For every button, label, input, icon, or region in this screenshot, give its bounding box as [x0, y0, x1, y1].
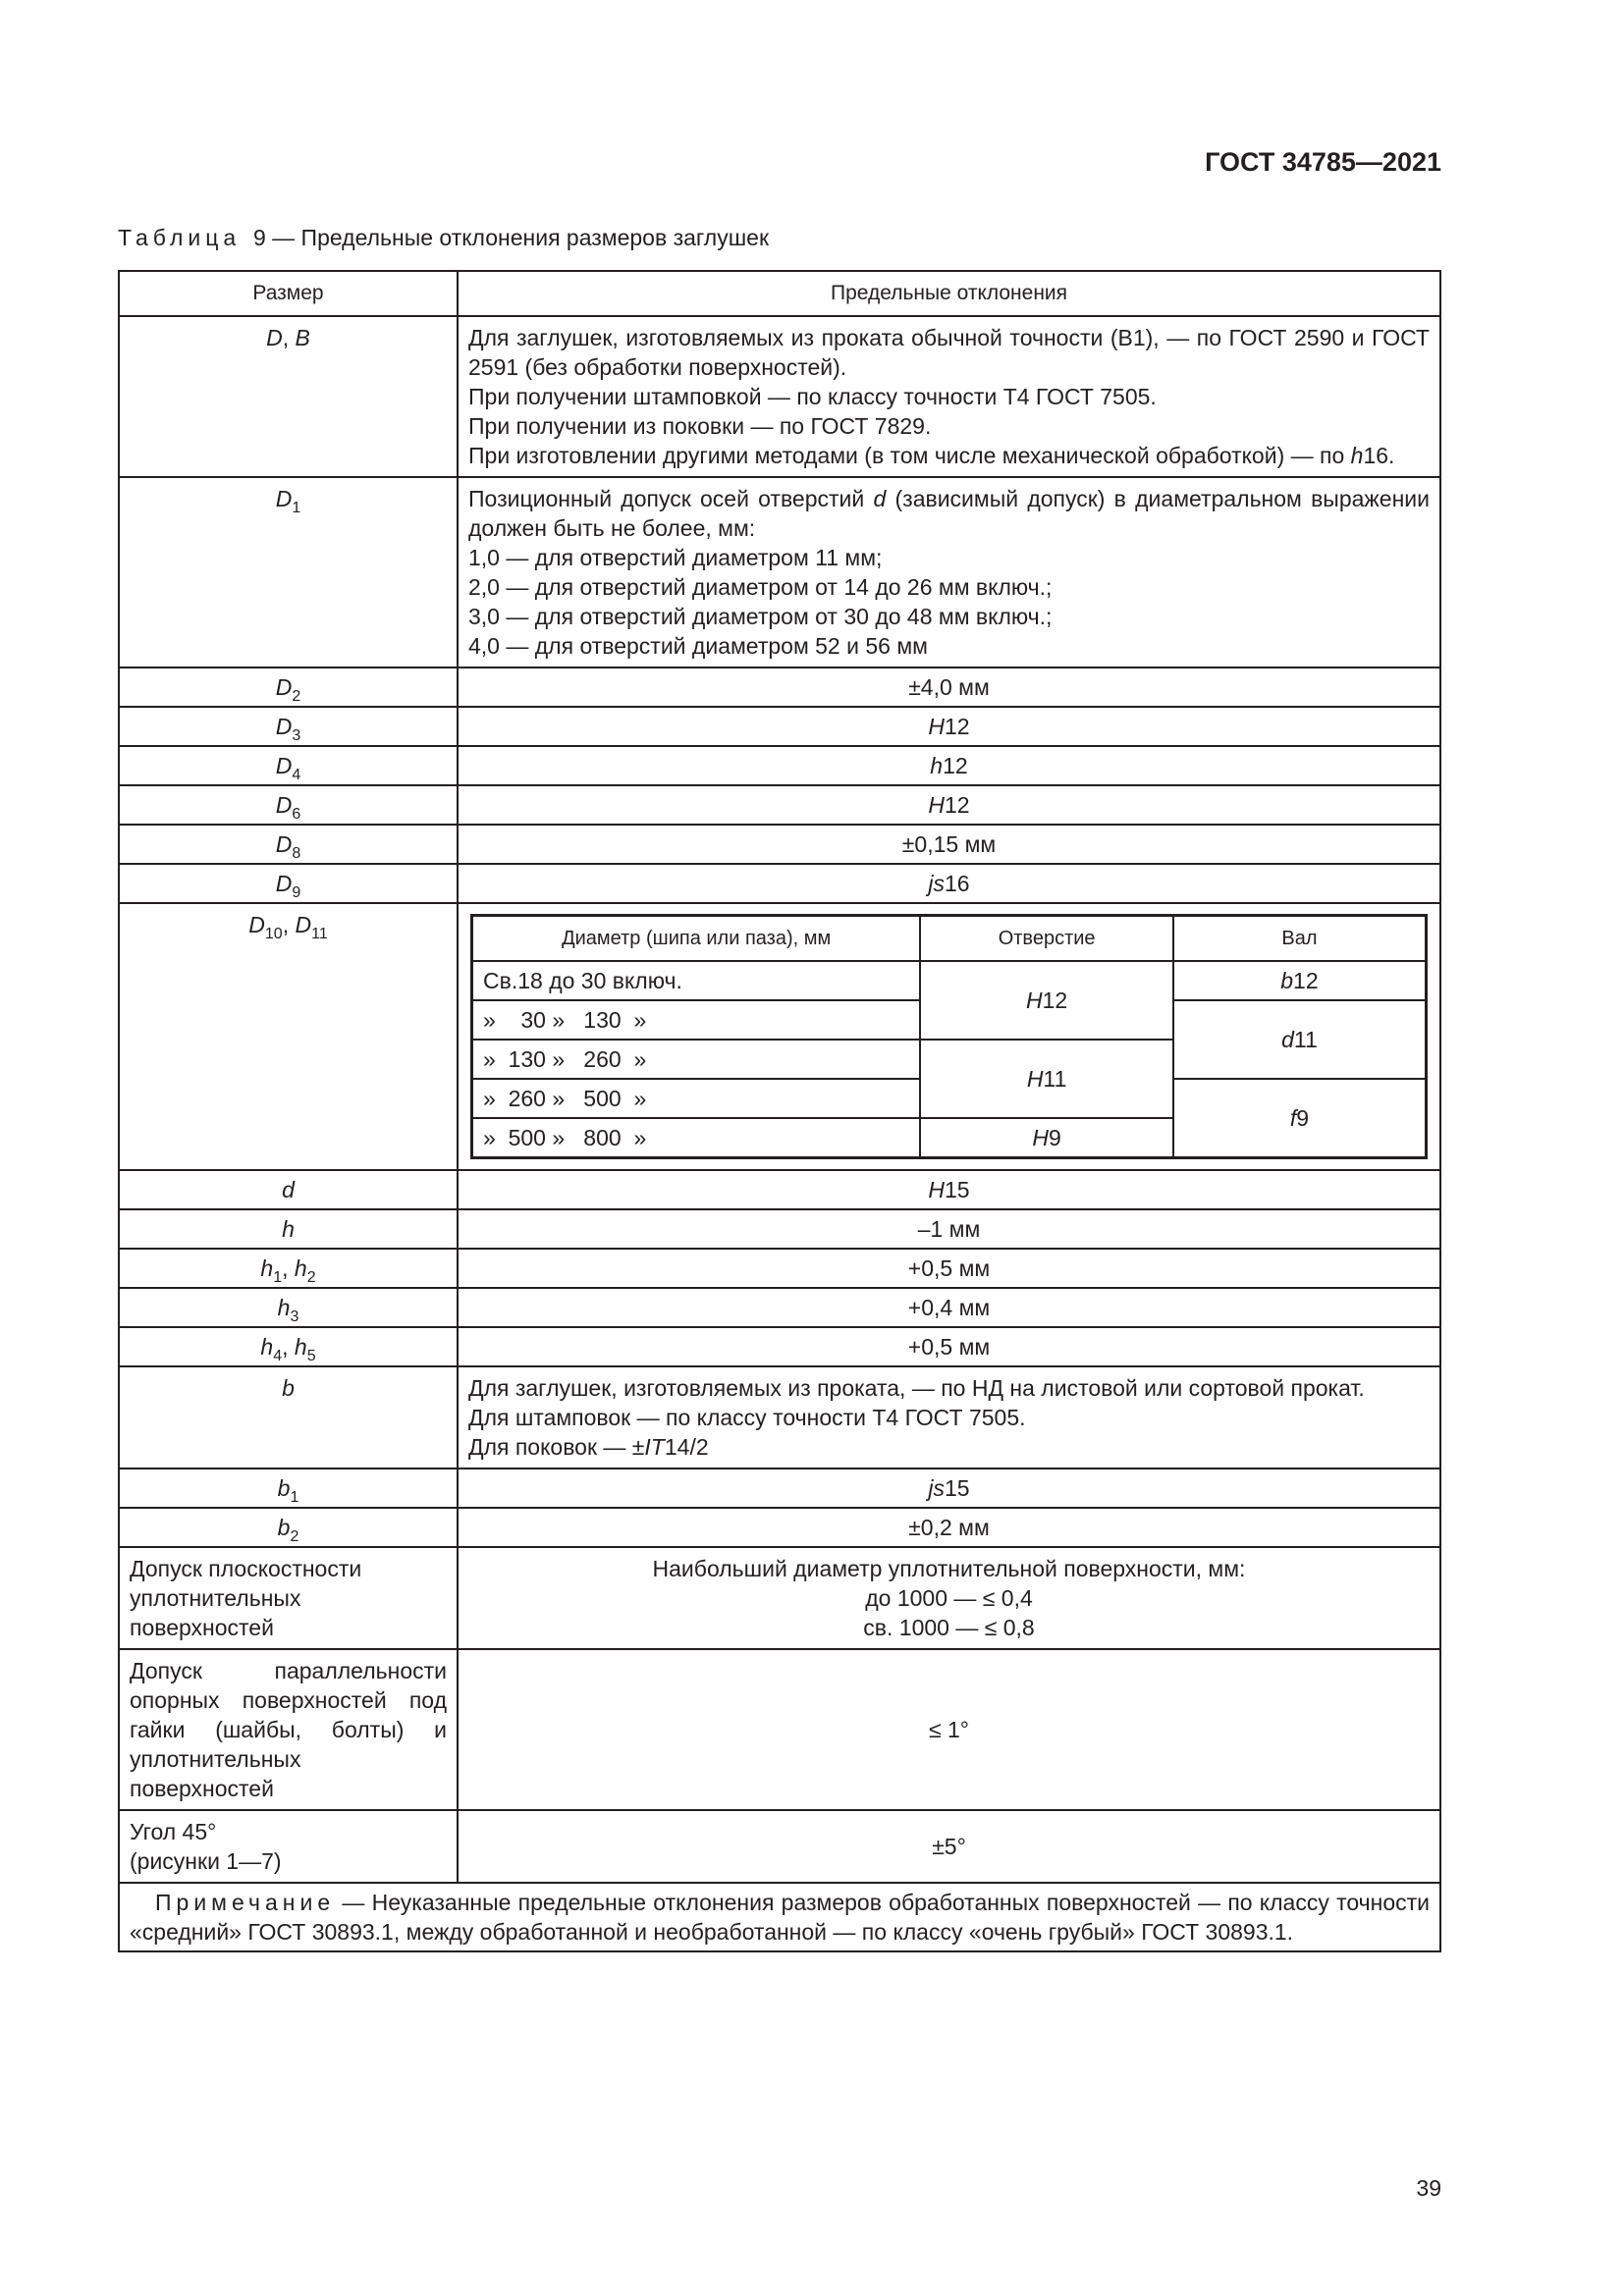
column-header-deviations: Предельные отклонения	[458, 271, 1440, 316]
deviation-cell	[458, 316, 1440, 477]
table-row	[119, 477, 1440, 667]
deviation-cell: js16	[458, 864, 1440, 903]
deviation-cell: +0,5 мм	[458, 1327, 1440, 1366]
deviation-cell	[458, 1366, 1440, 1468]
fit-diameter-range: » 260 » 500 »	[472, 1079, 921, 1118]
deviation-line: 1,0 — для отверстий диаметром 11 мм;	[468, 545, 883, 570]
deviation-line: Наибольший диаметр уплотнительной поверхности, мм:	[652, 1556, 1246, 1581]
size-cell: $D_9$	[119, 864, 458, 903]
table-row	[119, 864, 1440, 903]
deviation-line: до 1000 — ≤ 0,4	[865, 1585, 1033, 1611]
table-row	[119, 1810, 1440, 1883]
deviation-cell: ≤ 1°	[458, 1649, 1440, 1810]
table-row	[119, 1288, 1440, 1327]
table-note-row	[119, 1883, 1440, 1951]
page-number: 39	[1416, 2175, 1441, 2201]
deviation-line: Для поковок — ±IT14/2	[468, 1434, 709, 1460]
deviation-cell: H12	[458, 785, 1440, 825]
deviation-line: Для заглушек, изготовляемых из проката обычной точности (В1), — по ГОСТ 2590 и ГОСТ 2591 (без обработки поверхностей).	[468, 325, 1430, 380]
size-cell: D, B	[119, 316, 458, 477]
size-cell: Допуск параллельности опорных поверхностей под гайки (шайбы, болты) и уплотнительных поверхностей	[119, 1649, 458, 1810]
table-row	[119, 1508, 1440, 1547]
fit-shaft-tolerance: d11	[1173, 1000, 1427, 1079]
table-row	[119, 667, 1440, 707]
fit-table	[470, 914, 1428, 1159]
fit-header-hole: Отверстие	[920, 916, 1173, 962]
deviation-cell: H12	[458, 707, 1440, 746]
table-row	[119, 1649, 1440, 1810]
table-row	[119, 1547, 1440, 1649]
deviation-line: 2,0 — для отверстий диаметром от 14 до 26 мм включ.;	[468, 574, 1053, 600]
table-row	[119, 785, 1440, 825]
table-caption-label: Таблица	[118, 225, 242, 250]
deviation-cell: h12	[458, 746, 1440, 785]
size-cell: Допуск плоскостности уплотнительных поверхностей	[119, 1547, 458, 1649]
deviation-line: При изготовлении другими методами (в том числе механической обработкой) — по h16.	[468, 443, 1395, 468]
deviation-cell	[458, 477, 1440, 667]
deviations-table	[118, 270, 1441, 1952]
deviation-line: св. 1000 — ≤ 0,8	[863, 1615, 1035, 1640]
size-cell: $D_1$	[119, 477, 458, 667]
fit-hole-tolerance: H9	[920, 1118, 1173, 1158]
angle-label: Угол 45°	[130, 1819, 217, 1844]
size-cell: $D_{10}$, $D_{11}$	[119, 903, 458, 1170]
size-cell: $D_3$	[119, 707, 458, 746]
size-cell: $D_4$	[119, 746, 458, 785]
size-cell: $D_8$	[119, 825, 458, 864]
deviation-line: Позиционный допуск осей отверстий d (зависимый допуск) в диаметральном выражении должен быть не более, мм:	[468, 486, 1430, 541]
deviation-cell: ±5°	[458, 1810, 1440, 1883]
deviation-cell	[458, 903, 1440, 1170]
deviation-cell: H15	[458, 1170, 1440, 1209]
fit-diameter-range: » 500 » 800 »	[472, 1118, 921, 1158]
table-row	[119, 825, 1440, 864]
deviation-cell: ±4,0 мм	[458, 667, 1440, 707]
deviation-line: При получении из поковки — по ГОСТ 7829.	[468, 413, 932, 439]
fit-hole-tolerance: H12	[920, 961, 1173, 1040]
column-header-size: Размер	[119, 271, 458, 316]
deviation-cell: –1 мм	[458, 1209, 1440, 1249]
deviation-line: Для заглушек, изготовляемых из проката, — по НД на листовой или сортовой прокат.	[468, 1375, 1365, 1401]
table-row	[119, 1468, 1440, 1508]
deviation-cell: js15	[458, 1468, 1440, 1508]
deviation-line: Для штамповок — по классу точности Т4 ГОСТ 7505.	[468, 1405, 1026, 1430]
note-text: — Неуказанные предельные отклонения размеров обработанных поверхностей — по классу точности «средний» ГОСТ 30893.1, между обработанной и необработанной — по классу «очень грубый» ГОСТ 30893.1.	[130, 1890, 1430, 1945]
table-row	[119, 1209, 1440, 1249]
deviation-line: При получении штамповкой — по классу точности Т4 ГОСТ 7505.	[468, 384, 1157, 409]
deviation-line: 3,0 — для отверстий диаметром от 30 до 48 мм включ.;	[468, 604, 1053, 629]
size-cell: $b_1$	[119, 1468, 458, 1508]
deviation-cell	[458, 1547, 1440, 1649]
angle-figure-ref: (рисунки 1—7)	[130, 1848, 282, 1874]
fit-header-diameter: Диаметр (шипа или паза), мм	[472, 916, 921, 962]
table-row	[119, 1327, 1440, 1366]
fit-header-shaft: Вал	[1173, 916, 1427, 962]
deviation-cell: +0,4 мм	[458, 1288, 1440, 1327]
size-cell: $D_2$	[119, 667, 458, 707]
size-cell: $h_4$, $h_5$	[119, 1327, 458, 1366]
size-cell: $h_1$, $h_2$	[119, 1249, 458, 1288]
fit-shaft-tolerance: f9	[1173, 1079, 1427, 1158]
deviation-cell: ±0,2 мм	[458, 1508, 1440, 1547]
size-cell	[119, 1810, 458, 1883]
size-cell: d	[119, 1170, 458, 1209]
table-row	[119, 903, 1440, 1170]
table-caption	[118, 225, 769, 251]
size-cell: b	[119, 1366, 458, 1468]
fit-hole-tolerance: H11	[920, 1040, 1173, 1118]
deviation-cell: +0,5 мм	[458, 1249, 1440, 1288]
size-cell: $h_3$	[119, 1288, 458, 1327]
table-row	[119, 746, 1440, 785]
deviation-line: 4,0 — для отверстий диаметром 52 и 56 мм	[468, 633, 928, 659]
size-cell: $b_2$	[119, 1508, 458, 1547]
size-cell: $D_6$	[119, 785, 458, 825]
deviation-cell: ±0,15 мм	[458, 825, 1440, 864]
document-code: ГОСТ 34785—2021	[1205, 147, 1441, 177]
fit-diameter-range: » 130 » 260 »	[472, 1040, 921, 1079]
table-row	[119, 707, 1440, 746]
table-row	[119, 1170, 1440, 1209]
size-cell: h	[119, 1209, 458, 1249]
table-row	[119, 1366, 1440, 1468]
fit-diameter-range: » 30 » 130 »	[472, 1000, 921, 1040]
table-caption-text: 9 — Предельные отклонения размеров заглушек	[252, 225, 770, 250]
note-label: Примечание	[155, 1890, 336, 1915]
fit-diameter-range: Св.18 до 30 включ.	[472, 961, 921, 1000]
table-note	[119, 1883, 1440, 1951]
table-row	[119, 1249, 1440, 1288]
table-row	[119, 316, 1440, 477]
fit-shaft-tolerance: b12	[1173, 961, 1427, 1000]
